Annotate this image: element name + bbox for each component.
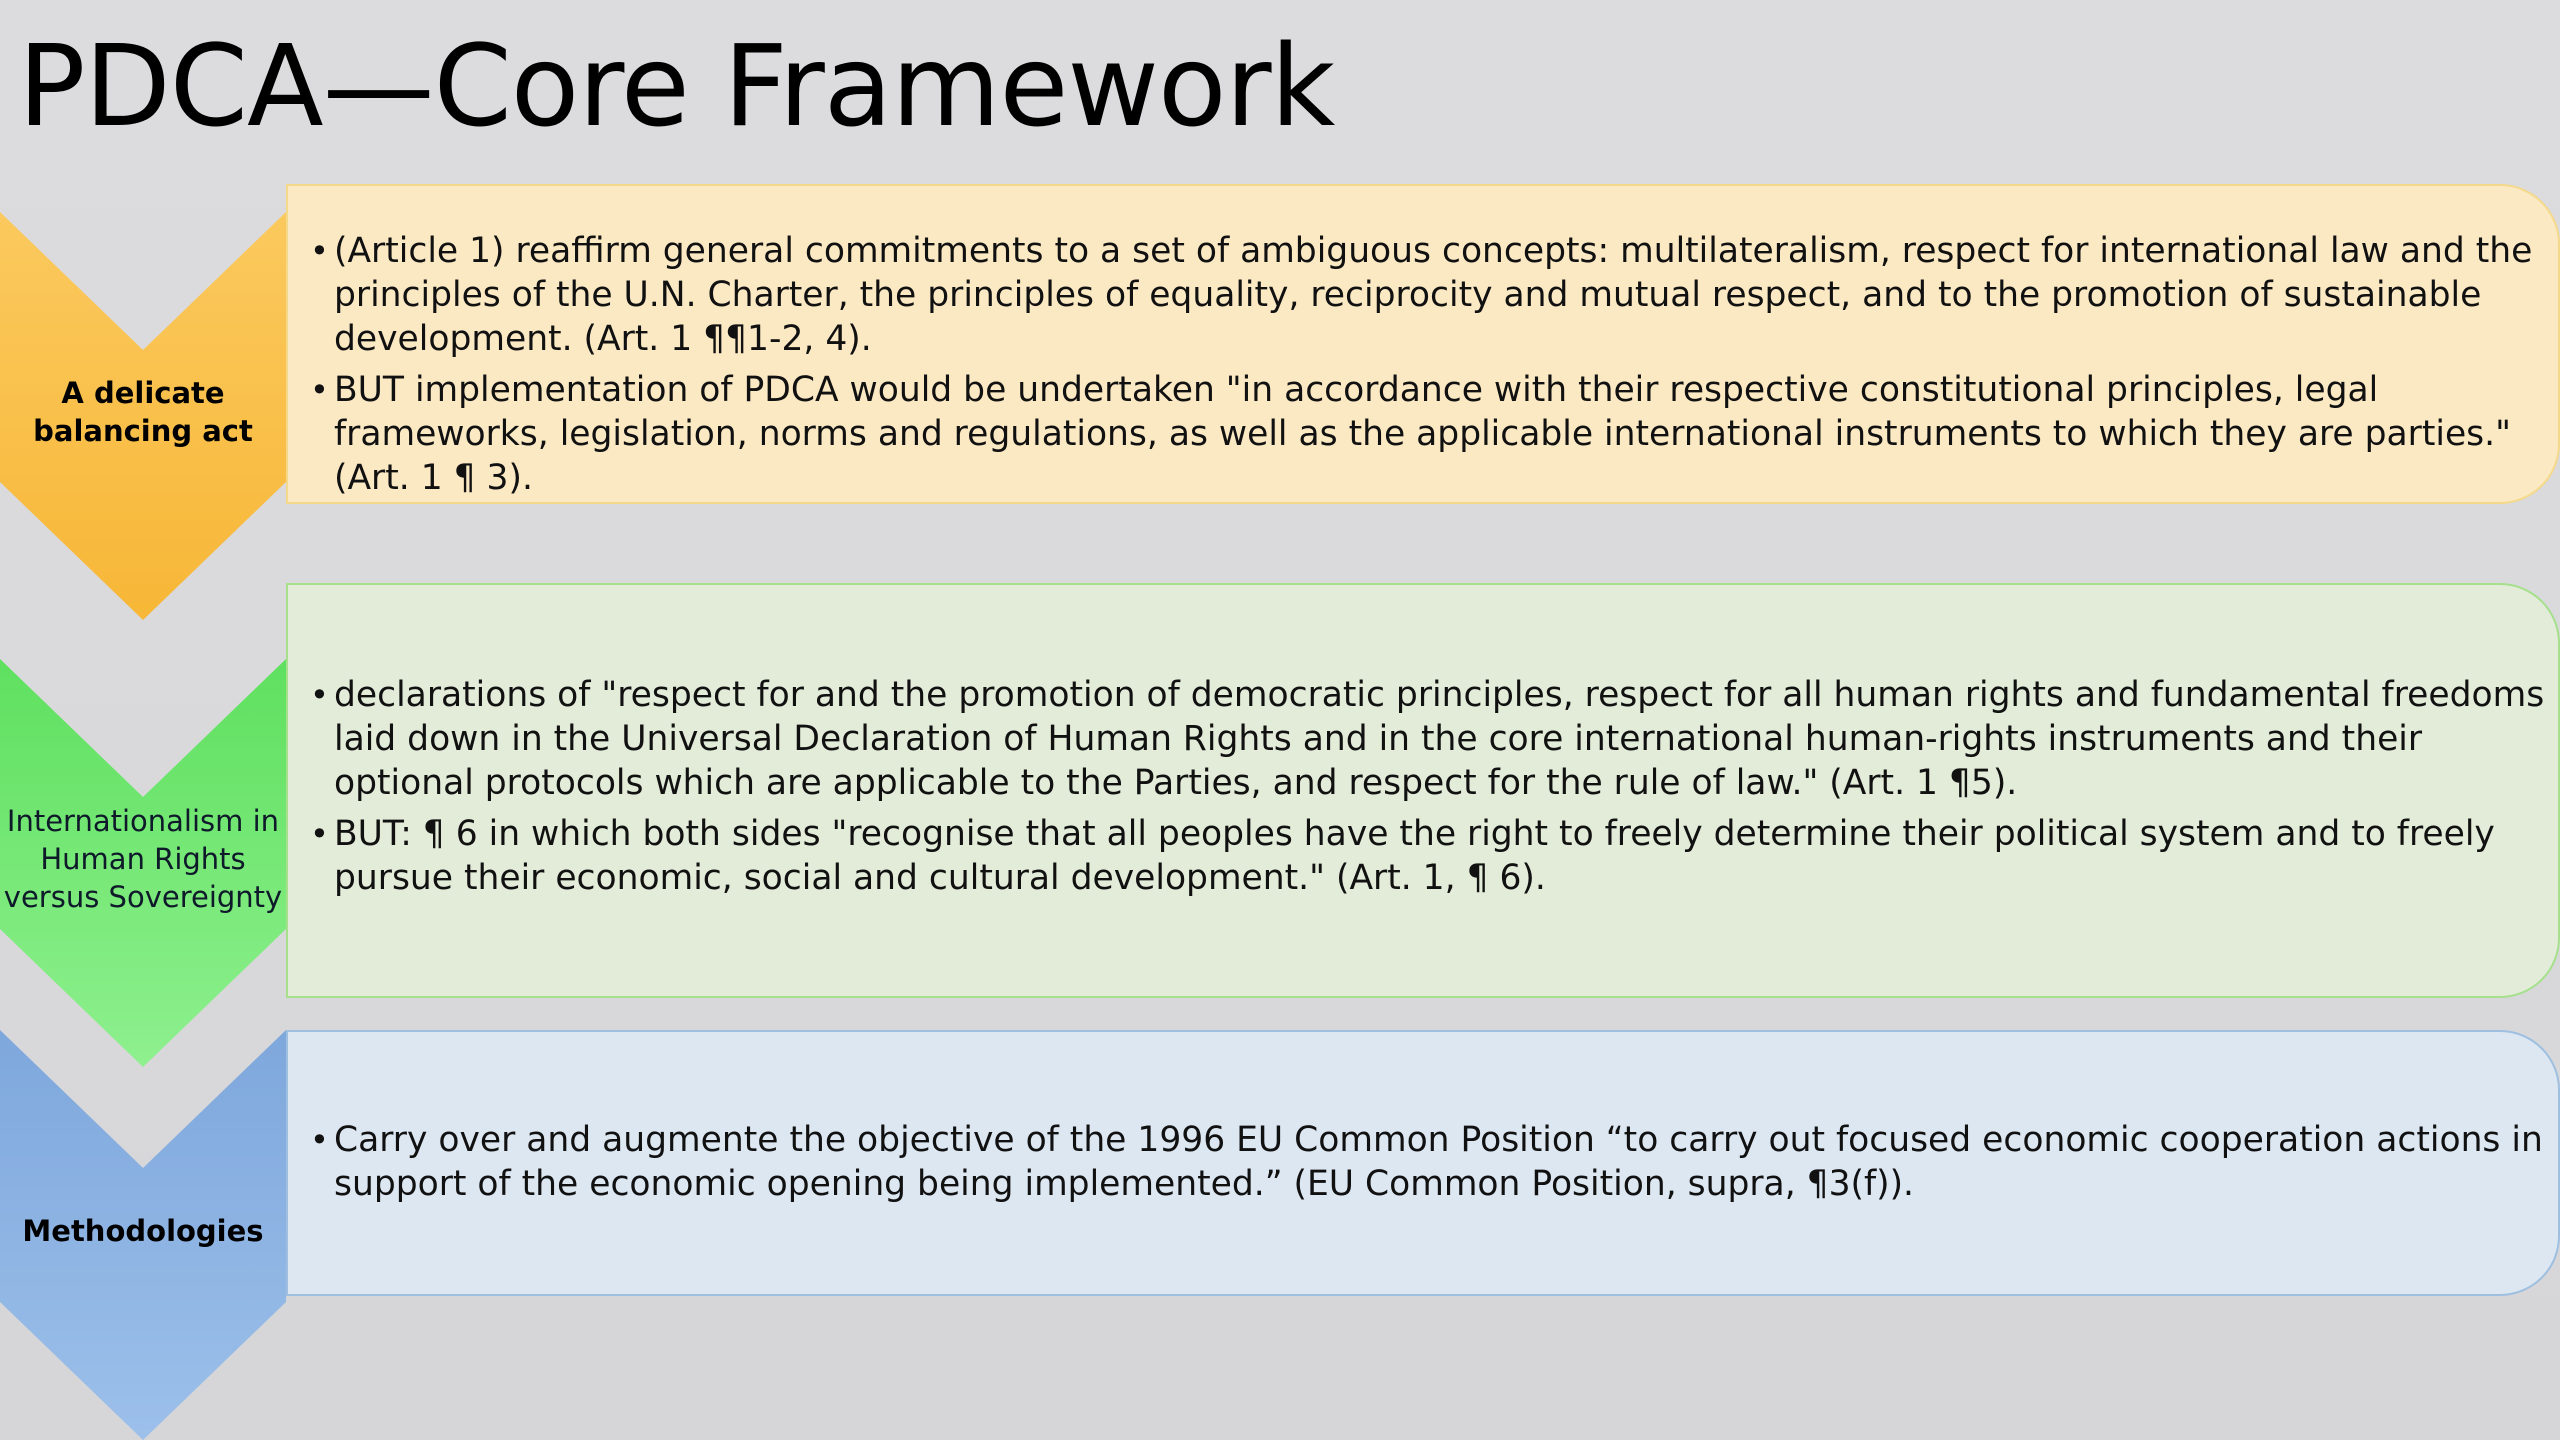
content-box-methodologies <box>286 1030 2560 1296</box>
bullet-icon: • <box>310 676 329 714</box>
bullet-icon: • <box>310 232 329 270</box>
chevron-label <box>0 1212 286 1250</box>
bullet-text: BUT: ¶ 6 in which both sides "recognise that all peoples have the right to freely determine their political system and to freely pursue their economic, social and cultural development." (Art. 1, ¶ 6). <box>334 814 2495 898</box>
chevron-label <box>0 802 286 916</box>
list-item <box>288 368 2558 500</box>
chevron-label <box>0 374 286 450</box>
label-line: balancing act <box>33 414 253 448</box>
bullet-text: (Article 1) reaffirm general commitments to a set of ambiguous concepts: multilateralism, respect for international law and the principles of the U.N. Charter, the principles of equality, reciprocity and mutual respect, and to the promotion of sustainable development. (Art. 1 ¶¶1-2, 4). <box>334 231 2533 359</box>
list-item <box>288 1118 2558 1206</box>
list-item <box>288 229 2558 361</box>
list-item <box>288 673 2558 805</box>
bullet-icon: • <box>310 1121 329 1159</box>
bullet-text: declarations of "respect for and the promotion of democratic principles, respect for all human rights and fundamental freedoms laid down in the Universal Declaration of Human Rights and in the core international human-rights instruments and their optional protocols which are applicable to the Parties, and respect for the rule of law." (Art. 1 ¶5). <box>334 675 2545 803</box>
label-line: Methodologies <box>22 1214 264 1248</box>
label-line: Human Rights <box>40 842 246 876</box>
chevron-methodologies <box>0 1030 286 1440</box>
bullet-icon: • <box>310 371 329 409</box>
list-item <box>288 812 2558 900</box>
chevron-balancing-act <box>0 212 286 620</box>
bullet-icon: • <box>310 815 329 853</box>
bullet-text: BUT implementation of PDCA would be undertaken "in accordance with their respective constitutional principles, legal frameworks, legislation, norms and regulations, as well as the applicable international instruments to which they are parties." (Art. 1 ¶ 3). <box>334 370 2511 498</box>
label-line: Internationalism in <box>6 804 280 838</box>
chevron-human-rights <box>0 659 286 1067</box>
bullet-text: Carry over and augmente the objective of the 1996 EU Common Position “to carry out focused economic cooperation actions in support of the economic opening being implemented.” (EU Common Position, supra, ¶3(f)). <box>334 1120 2543 1204</box>
label-line: versus Sovereignty <box>3 880 283 914</box>
content-box-balancing-act <box>286 184 2560 504</box>
content-box-human-rights <box>286 583 2560 998</box>
slide-title: PDCA—Core Framework <box>18 22 1335 152</box>
label-line: A delicate <box>61 376 225 410</box>
